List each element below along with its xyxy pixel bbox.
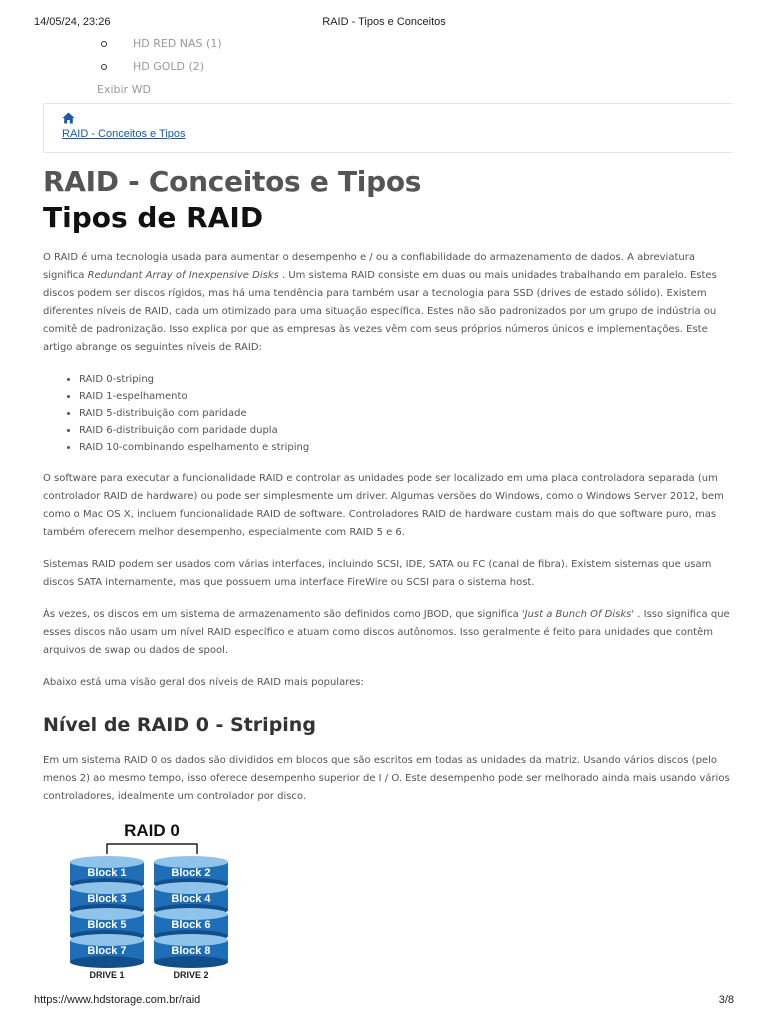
section-title: Tipos de RAID bbox=[43, 201, 264, 234]
disk-bottom bbox=[154, 956, 228, 968]
block-label: Block 2 bbox=[171, 867, 211, 879]
print-header bbox=[34, 16, 734, 30]
list-item: • RAID 10-combinando espelhamento e striping bbox=[79, 439, 733, 456]
jbod-paragraph: Às vezes, os discos em um sistema de armazenamento são definidos como JBOD, que significa 'Just a Bunch Of Disks' . Isso significa que esses discos não usam um nível RAID específico e atuam como discos autônomos. Isso geralmente é feito para unidades que contêm arquivos de swap ou dados de spool. bbox=[43, 609, 730, 656]
disk-platter bbox=[70, 934, 144, 968]
disk-bottom bbox=[70, 956, 144, 968]
submenu bbox=[43, 36, 733, 82]
print-title: RAID - Tipos e Conceitos bbox=[322, 16, 446, 28]
block-label: Block 7 bbox=[87, 945, 127, 957]
home-icon[interactable] bbox=[62, 112, 75, 124]
block-label: Block 4 bbox=[171, 893, 211, 905]
drive-label: DRIVE 2 bbox=[173, 970, 209, 980]
block-label: Block 3 bbox=[87, 893, 127, 905]
list-item: • RAID 5-distribuição com paridade bbox=[79, 405, 733, 422]
breadcrumb-link[interactable]: RAID - Conceitos e Tipos bbox=[62, 128, 186, 140]
drive-label: DRIVE 1 bbox=[89, 970, 125, 980]
breadcrumb bbox=[43, 103, 733, 153]
raid0-diagram-svg bbox=[67, 820, 237, 1000]
block-label: Block 8 bbox=[171, 945, 211, 957]
drives-group bbox=[70, 856, 228, 980]
page-content bbox=[43, 36, 733, 1000]
raid0-diagram bbox=[67, 820, 237, 1000]
list-item: • RAID 1-espelhamento bbox=[79, 388, 733, 405]
list-item: • RAID 0-striping bbox=[79, 371, 733, 388]
diagram-bracket bbox=[107, 844, 197, 854]
print-date: 14/05/24, 23:26 bbox=[34, 16, 111, 28]
raid0-heading: Nível de RAID 0 - Striping bbox=[43, 714, 316, 736]
emphasis: Redundant Array of Inexpensive Disks bbox=[87, 270, 279, 281]
list-item: • RAID 6-distribuição com paridade dupla bbox=[79, 422, 733, 439]
print-page-number: 3/8 bbox=[718, 994, 734, 1006]
block-label: Block 1 bbox=[87, 867, 127, 879]
software-paragraph: O software para executar a funcionalidade RAID e controlar as unidades pode ser localizado em uma placa controladora separada (um controlador RAID de hardware) ou pode ser simplesmente um driver. Algumas versões do Windows, como o Windows Server 2012, bem como o Mac OS X, incluem funcionalidade RAID de software. Controladores RAID de hardware custam mais do que software puro, mas também oferecem melhor desempenho, especialmente com RAID 5 e 6. bbox=[43, 473, 724, 538]
print-url: https://www.hdstorage.com.br/raid bbox=[34, 994, 201, 1006]
page-title: RAID - Conceitos e Tipos bbox=[43, 165, 422, 198]
submenu-item-red-nas[interactable]: HD RED NAS (1) bbox=[99, 36, 733, 59]
disk-platter bbox=[154, 934, 228, 968]
block-label: Block 6 bbox=[171, 919, 211, 931]
diagram-title: RAID 0 bbox=[124, 821, 180, 840]
view-wd-link[interactable]: Exibir WD bbox=[97, 83, 151, 96]
overview-paragraph: Abaixo está uma visão geral dos níveis de RAID mais populares: bbox=[43, 677, 364, 688]
raid0-paragraph: Em um sistema RAID 0 os dados são divididos em blocos que são escritos em todas as unidades da matriz. Usando vários discos (pelo menos 2) ao mesmo tempo, isso oferece desempenho superior de I / O. Este desempenho pode ser melhorado ainda mais usando vários controladores, idealmente um controlador por disco. bbox=[43, 755, 730, 802]
submenu-item-gold[interactable]: HD GOLD (2) bbox=[99, 59, 733, 82]
intro-paragraph: O RAID é uma tecnologia usada para aumentar o desempenho e / ou a confiabilidade do armazenamento de dados. A abreviatura significa Redundant Array of Inexpensive Disks . Um sistema RAID consiste em duas ou mais unidades trabalhando em paralelo. Estes discos podem ser discos rígidos, mas há uma tendência para também usar a tecnologia para SSD (drives de estado sólido). Existem diferentes níveis de RAID, cada um otimizado para uma situação específica. Estes não são padronizados por um grupo de indústria ou comitê de padronização. Isso explica por que as empresas às vezes vêm com seus próprios números únicos e implementações. Este artigo abrange os seguintes níveis de RAID: bbox=[43, 252, 717, 353]
emphasis: Just a Bunch Of Disks bbox=[524, 609, 632, 620]
interfaces-paragraph: Sistemas RAID podem ser usados com várias interfaces, incluindo SCSI, IDE, SATA ou FC (canal de fibra). Existem sistemas que usam discos SATA internamente, mas que possuem uma interface FireWire ou SCSI para o sistema host. bbox=[43, 559, 712, 588]
block-label: Block 5 bbox=[87, 919, 127, 931]
print-footer bbox=[34, 994, 734, 1008]
raid-levels-list bbox=[43, 371, 733, 456]
